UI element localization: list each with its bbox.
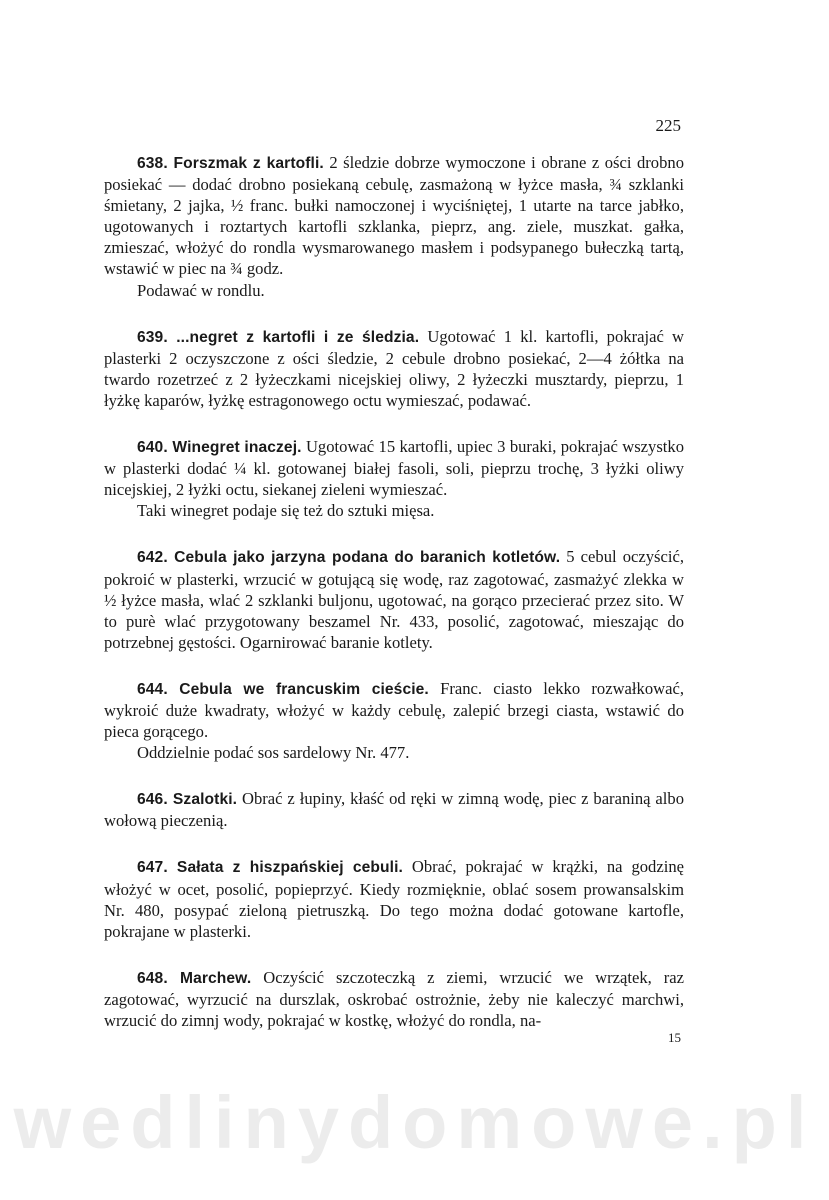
recipe-title: 642. Cebula jako jarzyna podana do baranich kotletów. xyxy=(137,549,561,567)
recipe-note: Taki winegret podaje się też do sztuki mięsa. xyxy=(137,501,435,521)
recipe-paragraph xyxy=(104,856,684,941)
recipe-paragraph xyxy=(104,436,684,500)
watermark: wedlinydomowe.pl xyxy=(13,1081,816,1164)
recipe-638 xyxy=(104,152,684,301)
recipe-paragraph xyxy=(104,152,684,280)
page-number: 225 xyxy=(655,116,681,135)
recipe-title: 648. Marchew. xyxy=(137,969,252,987)
recipe-647 xyxy=(104,856,684,941)
recipe-title: 639. ...negret z kartofli i ze śledzia. xyxy=(137,328,420,346)
recipe-title: 646. Szalotki. xyxy=(137,791,238,809)
recipe-note: Oddzielnie podać sos sardelowy Nr. 477. xyxy=(137,743,410,763)
recipe-body: 5 cebul oczyścić, pokroić w plasterki, wrzucić w gotującą się wodę, raz zagotować, zasmażyć zlekka w ½ łyżce masła, wlać 2 szklanki bulјonu, ugotować, na gorąco przecierać przez sito. W to purè wlać przygotowany beszamel Nr. 433, posolić, zagotować, mieszając do potrzebnej gęstości. Ogarnirować baranie kotlety. xyxy=(104,547,684,652)
recipe-title: 647. Sałata z hiszpańskiej cebuli. xyxy=(137,859,403,877)
recipe-648 xyxy=(104,967,684,1031)
recipe-paragraph xyxy=(104,546,684,652)
recipe-paragraph xyxy=(104,788,684,831)
recipe-title: 638. Forszmak z kartofli. xyxy=(137,155,324,172)
recipe-body: Ugotować 1 kl. kartofli, pokrajać w plasterki 2 oczyszczone z ości śledzie, 2 cebule drobno posiekać, 2—4 żółtka na twardo rozetrzeć z 2 łyżeczkami nicejskiej oliwy, 2 łyżeczki musztardy, pieprzu, 1 łyżkę kaparów, łyżkę estragonowego octu wymieszać, podawać. xyxy=(104,326,684,410)
recipe-paragraph xyxy=(104,967,684,1031)
printer-signature: 15 xyxy=(668,1030,681,1045)
recipe-text-block xyxy=(104,152,684,1056)
recipe-644 xyxy=(104,678,684,763)
recipe-body: Obrać z łupiny, kłaść od ręki w zimną wodę, piec z baraniną albo wołową pieczenią. xyxy=(104,789,684,831)
recipe-body: Oczyścić szczoteczką z ziemi, wrzucić we wrzątek, raz zagotować, wyrzucić na durszlak, oskrobać ostrożnie, żeby nie kaleczyć marchwi, wrzucić do zimnj wody, pokrajać w kostkę, włożyć do rondla, na- xyxy=(104,967,684,1030)
recipe-body: 2 śledzie dobrze wymoczone i obrane z ości drobno posiekać — dodać drobno posiekaną cebulę, zasmażoną w łyżce masła, ¾ szklanki śmietany, 2 jajka, ½ franc. bułki namoczonej i wyciśniętej, 1 utarte na tarce jabłko, ugotowanych i roztartych kartofli szklanka, pieprz, ang. ziele, muszkat. gałka, zmieszać, włożyć do rondla wysmarowanego masłem i podsypanego bułeczką tartą, wstawić w piec na ¾ godz. xyxy=(104,153,684,279)
recipe-note: Podawać w rondlu. xyxy=(137,280,265,300)
recipe-639 xyxy=(104,326,684,411)
recipe-paragraph xyxy=(104,678,684,742)
recipe-title: 644. Cebula we francuskim cieście. xyxy=(137,680,429,698)
recipe-646 xyxy=(104,788,684,831)
recipe-body: Ugotować 15 kartofli, upiec 3 buraki, pokrajać wszystko w plasterki dodać ¼ kl. gotowanej białej fasoli, soli, pieprzu trochę, 3 łyżki oliwy nicejskiej, 2 łyżki octu, siekanej zieleni wymieszać. xyxy=(104,437,684,500)
recipe-body: Franc. ciasto lekko rozwałkować, wykroić duże kwadraty, włożyć w każdy cebulę, zalepić brzegi ciasta, wstawić do pieca gorącego. xyxy=(104,678,684,742)
recipe-body: Obrać, pokrajać w krążki, na godzinę włożyć w ocet, posolić, popieprzyć. Kiedy rozmięknie, oblać sosem prowansalskim Nr. 480, posypać zieloną pietruszką. Do tego można dodać gotowane kartofle, pokrajane w plasterki. xyxy=(104,857,684,941)
recipe-paragraph xyxy=(104,326,684,411)
recipe-642 xyxy=(104,546,684,652)
recipe-640 xyxy=(104,436,684,521)
recipe-title: 640. Winegret inaczej. xyxy=(137,439,302,457)
